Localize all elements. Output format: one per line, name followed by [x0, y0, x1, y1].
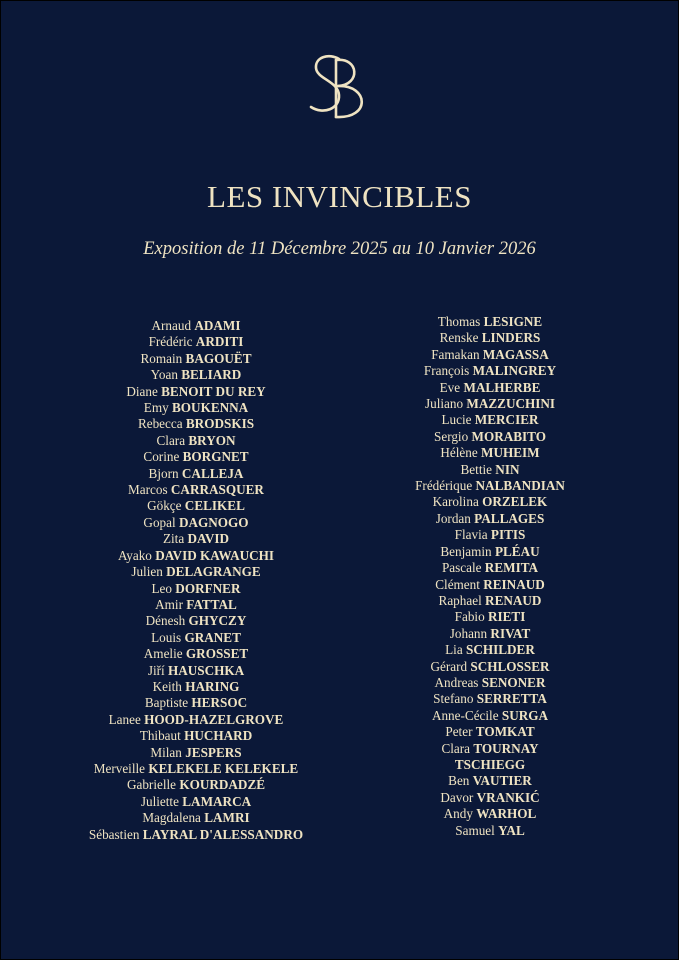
artist-first-name: Ben — [448, 773, 470, 789]
artist-first-name: Renske — [439, 330, 479, 346]
artist-name — [41, 597, 351, 613]
artist-last-name: KELEKELE KELEKELE — [148, 760, 299, 776]
artist-first-name: Sébastien — [88, 826, 140, 842]
artist-last-name: SCHLOSSER — [470, 658, 550, 674]
artist-name — [41, 777, 351, 793]
artist-first-name: Fabio — [454, 609, 485, 625]
artist-name — [345, 741, 635, 757]
artist-last-name: PLÉAU — [494, 543, 540, 559]
artist-last-name: HUCHARD — [184, 728, 253, 744]
artists-left-column — [41, 318, 351, 843]
artist-name — [345, 462, 635, 478]
artist-last-name: SENONER — [481, 674, 546, 690]
artist-last-name: GRANET — [184, 629, 241, 645]
artist-name — [345, 544, 635, 560]
artist-first-name: Davor — [440, 789, 474, 805]
artist-first-name: Emy — [143, 400, 169, 416]
artist-last-name: DAVID KAWAUCHI — [155, 547, 275, 563]
artist-last-name: REINAUD — [483, 576, 545, 592]
artist-last-name: FATTAL — [186, 596, 237, 612]
artist-first-name: Leo — [151, 580, 172, 596]
artists-right-column — [345, 314, 635, 839]
artist-first-name: Benjamin — [440, 543, 492, 559]
artist-first-name: Gökçe — [147, 498, 182, 514]
artist-name — [345, 560, 635, 576]
artist-first-name: Romain — [140, 350, 183, 366]
artist-name — [345, 577, 635, 593]
artist-name — [41, 351, 351, 367]
artist-name — [41, 728, 351, 744]
artist-first-name: Corine — [143, 449, 180, 465]
artist-last-name: TOMKAT — [475, 724, 535, 740]
artist-last-name: BORGNET — [182, 449, 249, 465]
artist-name — [41, 712, 351, 728]
artist-last-name: MAGASSA — [482, 346, 549, 362]
artist-last-name: BELIARD — [181, 367, 242, 383]
artist-first-name: Bjorn — [148, 465, 179, 481]
artist-first-name: Frédérique — [415, 478, 473, 494]
artist-name — [345, 330, 635, 346]
artist-last-name: CALLEJA — [181, 465, 244, 481]
artist-first-name: Amelie — [143, 646, 183, 662]
artist-first-name: Pascale — [441, 560, 482, 576]
exhibition-dates: Exposition de 11 Décembre 2025 au 10 Janvier 2026 — [143, 239, 536, 259]
artist-last-name: VAUTIER — [472, 773, 532, 789]
artist-first-name: Marcos — [128, 482, 168, 498]
artist-first-name: Sergio — [434, 428, 469, 444]
exhibition-title: LES INVINCIBLES — [207, 179, 472, 214]
artist-name — [345, 511, 635, 527]
artist-first-name: Thomas — [437, 314, 481, 329]
artist-name — [41, 367, 351, 383]
artist-first-name: Stefano — [433, 691, 474, 707]
artist-last-name: VRANKIĆ — [476, 789, 540, 805]
artist-last-name: BRYON — [188, 432, 236, 448]
artist-last-name: KOURDADZÉ — [179, 777, 266, 793]
artist-first-name: Ayako — [117, 547, 152, 563]
artist-first-name: Lanee — [108, 711, 141, 727]
artist-first-name: Jordan — [435, 510, 471, 526]
artist-last-name: MUHEIM — [481, 445, 540, 461]
artist-name — [41, 384, 351, 400]
artist-first-name: Juliette — [140, 793, 179, 809]
artist-first-name: Thibaut — [139, 728, 181, 744]
artist-name — [345, 314, 635, 330]
artist-name — [41, 548, 351, 564]
artist-name — [41, 531, 351, 547]
artist-last-name: RIVAT — [490, 625, 531, 641]
artist-first-name: Raphael — [438, 592, 482, 608]
artist-name — [345, 823, 635, 839]
artist-first-name: Famakan — [431, 346, 480, 362]
artist-last-name: LAMRI — [204, 810, 250, 826]
artist-first-name: Peter — [445, 724, 473, 740]
artist-first-name: Lia — [445, 642, 463, 658]
artist-first-name: Clément — [435, 576, 480, 592]
artist-first-name: Juliano — [424, 396, 464, 412]
artist-first-name: Clara — [156, 432, 186, 448]
artist-last-name: PITIS — [490, 527, 526, 543]
artist-first-name: Amir — [155, 596, 183, 612]
artist-last-name: YAL — [498, 822, 525, 838]
artist-first-name: Gabrielle — [126, 777, 177, 793]
artist-first-name: Diane — [126, 383, 158, 399]
artist-first-name: Andy — [443, 806, 473, 822]
artist-name — [41, 695, 351, 711]
artist-name — [345, 363, 635, 379]
artist-name — [345, 445, 635, 461]
artist-name — [345, 773, 635, 789]
artist-first-name: Hélène — [440, 445, 478, 461]
artist-name — [41, 761, 351, 777]
artist-last-name: LAMARCA — [182, 793, 252, 809]
artist-name — [345, 609, 635, 625]
artist-first-name: Zita — [162, 531, 185, 547]
artist-last-name: SURGA — [501, 707, 549, 723]
artist-name — [41, 433, 351, 449]
artist-name — [41, 400, 351, 416]
artist-first-name: Dénesh — [145, 613, 186, 629]
artist-name — [345, 626, 635, 642]
artist-last-name: CARRASQUER — [170, 482, 264, 498]
artist-first-name: Rebecca — [137, 416, 183, 432]
artist-name — [41, 581, 351, 597]
artist-last-name: DAVID — [187, 531, 230, 547]
artist-name — [41, 679, 351, 695]
artist-last-name: RENAUD — [485, 592, 542, 608]
artist-last-name: GROSSET — [185, 646, 249, 662]
artist-last-name: BAGOUËT — [185, 350, 252, 366]
artist-last-name: TSCHIEGG — [454, 756, 526, 772]
artist-name — [345, 380, 635, 396]
artist-last-name: RIETI — [487, 609, 526, 625]
artist-name — [345, 478, 635, 494]
artist-first-name: Louis — [151, 629, 182, 645]
artist-last-name: PALLAGES — [474, 510, 545, 526]
artist-name — [345, 675, 635, 691]
artist-name — [345, 494, 635, 510]
artist-last-name: MORABITO — [471, 428, 546, 444]
artist-name — [345, 708, 635, 724]
artist-last-name: LAYRAL D'ALESSANDRO — [142, 826, 304, 842]
artist-first-name: Yoan — [150, 367, 178, 383]
artist-name — [345, 593, 635, 609]
artist-name — [41, 515, 351, 531]
artist-name — [345, 527, 635, 543]
artist-first-name: Keith — [152, 678, 182, 694]
artist-first-name: Bettie — [460, 461, 492, 477]
artist-first-name: Baptiste — [144, 695, 189, 711]
artist-name — [41, 794, 351, 810]
artist-last-name: NIN — [495, 461, 520, 477]
artist-last-name: MAZZUCHINI — [466, 396, 556, 412]
artist-last-name: HOOD-HAZELGROVE — [144, 711, 284, 727]
artist-last-name: BOUKENNA — [172, 400, 249, 416]
artist-last-name: LINDERS — [481, 330, 541, 346]
artist-last-name: GHYCZY — [188, 613, 247, 629]
artist-last-name: HAUSCHKA — [167, 662, 245, 678]
artist-last-name: DORFNER — [175, 580, 241, 596]
artist-name — [345, 642, 635, 658]
artist-name — [41, 646, 351, 662]
artist-last-name: NALBANDIAN — [475, 478, 565, 494]
artist-name — [345, 724, 635, 740]
artist-first-name: Merveille — [93, 760, 146, 776]
artist-first-name: Eve — [439, 379, 461, 395]
artist-name — [41, 416, 351, 432]
artist-name — [345, 757, 635, 773]
artist-name — [41, 564, 351, 580]
artist-last-name: SCHILDER — [465, 642, 535, 658]
artist-name — [41, 318, 351, 334]
artist-first-name: Gérard — [430, 658, 468, 674]
artist-first-name: Samuel — [455, 822, 495, 838]
artist-first-name: Flavia — [454, 527, 488, 543]
artist-first-name: Clara — [441, 740, 471, 756]
artist-first-name: Andreas — [434, 674, 479, 690]
artist-name — [41, 482, 351, 498]
artist-first-name: Johann — [449, 625, 488, 641]
artist-last-name: REMITA — [484, 560, 539, 576]
artist-first-name: Karolina — [432, 494, 479, 510]
artist-last-name: ARDITI — [195, 334, 244, 350]
sb-monogram-logo — [305, 51, 377, 127]
artist-name — [41, 613, 351, 629]
artist-name — [345, 347, 635, 363]
artist-name — [41, 630, 351, 646]
artist-name — [345, 412, 635, 428]
artist-last-name: BRODSKIS — [185, 416, 255, 432]
artist-last-name: JESPERS — [185, 744, 242, 760]
artist-last-name: LESIGNE — [483, 314, 543, 329]
artist-last-name: DELAGRANGE — [166, 564, 261, 580]
artist-name — [345, 806, 635, 822]
artist-first-name: Anne-Cécile — [431, 707, 499, 723]
artist-first-name: Gopal — [143, 514, 176, 530]
artist-last-name: MERCIER — [474, 412, 539, 428]
artist-first-name: Arnaud — [151, 318, 192, 333]
artist-last-name: HARING — [185, 678, 240, 694]
artist-first-name: Frédéric — [148, 334, 193, 350]
artist-name — [345, 396, 635, 412]
artist-last-name: TOURNAY — [473, 740, 539, 756]
artist-last-name: ORZELEK — [482, 494, 548, 510]
artist-name — [41, 827, 351, 843]
artist-name — [41, 810, 351, 826]
artist-last-name: BENOIT DU REY — [161, 383, 266, 399]
artist-name — [41, 449, 351, 465]
artist-name — [41, 663, 351, 679]
artist-name — [41, 498, 351, 514]
artist-name — [41, 745, 351, 761]
artist-first-name: Milan — [150, 744, 182, 760]
artist-last-name: ADAMI — [194, 318, 241, 333]
artist-first-name: François — [423, 363, 470, 379]
artist-last-name: SERRETTA — [476, 691, 547, 707]
artist-first-name: Magdalena — [142, 810, 201, 826]
artist-name — [345, 691, 635, 707]
artist-last-name: MALHERBE — [463, 379, 541, 395]
artist-name — [345, 790, 635, 806]
artist-last-name: WARHOL — [476, 806, 537, 822]
artist-name — [41, 466, 351, 482]
artist-first-name: Jiří — [147, 662, 165, 678]
artist-last-name: HERSOC — [191, 695, 248, 711]
artist-first-name: Julien — [131, 564, 163, 580]
artist-last-name: DAGNOGO — [178, 514, 249, 530]
artist-name — [41, 334, 351, 350]
artist-name — [345, 659, 635, 675]
artist-last-name: MALINGREY — [472, 363, 557, 379]
artist-last-name: CELIKEL — [184, 498, 245, 514]
artist-first-name: Lucie — [441, 412, 472, 428]
artist-name — [345, 429, 635, 445]
